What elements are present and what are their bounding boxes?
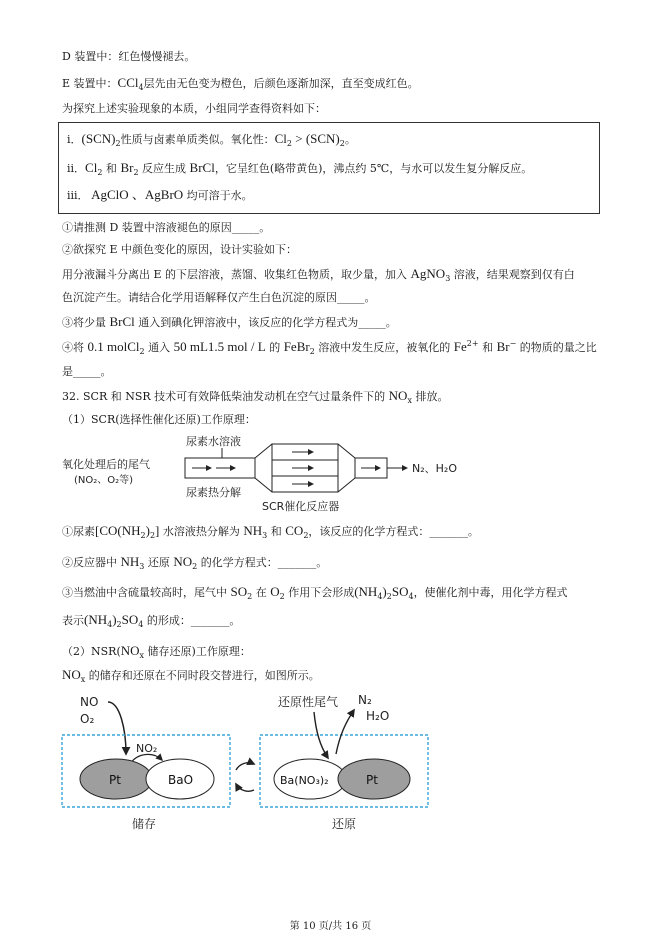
outlet-arrow-head <box>375 465 381 471</box>
info-ii-text2: ，它呈红色(略带黄色)，沸点约 5℃，与水可以发生复分解反应。 <box>214 162 533 175</box>
obs-e-prefix: E 装置中： <box>62 77 118 90</box>
cl2-sub-ii: 2 <box>97 168 103 177</box>
ammonium-sulfate-sub-3: 4 <box>408 592 414 601</box>
s3-text-h: 的形成：_______。 <box>143 614 241 627</box>
br-ion-charge: − <box>509 339 517 348</box>
q3-text-a: ③将少量 <box>62 316 110 329</box>
ammonium-sulfate-b1: (NH <box>84 612 108 627</box>
scr-question-1 <box>62 523 479 540</box>
nh3-sub-2: 3 <box>139 562 145 571</box>
agno3-formula: AgNO <box>410 266 446 281</box>
s1-text-d: ，该反应的化学方程式：_______。 <box>308 525 479 538</box>
n2-label: N₂ <box>358 693 372 707</box>
ammonium-sulfate-b2: ) <box>112 612 117 627</box>
cycle-arrow-bottom <box>236 784 254 791</box>
br-ion: Br <box>496 339 510 354</box>
q4-text-a: ④将 <box>62 341 88 354</box>
s3-text-d: ，使催化剂中毒，用化学方程式 <box>413 586 568 599</box>
q4-text-c: 的 <box>265 341 284 354</box>
agclo-formula: AgClO 、AgBrO <box>88 187 184 202</box>
q32-text-b: 排放。 <box>411 390 449 403</box>
urea-sub-2: 2 <box>149 531 156 540</box>
scr-reactor-label: SCR催化反应器 <box>262 500 340 513</box>
ammonium-sulfate-b-sub-2: 2 <box>116 620 122 629</box>
s2-text-c: 的化学方程式：_______。 <box>197 556 328 569</box>
question-4-end: 是_____。 <box>62 365 112 378</box>
ammonium-sulfate-b-sub-1: 4 <box>107 620 113 629</box>
ccl4-formula: CCl <box>117 75 139 90</box>
q4-text-e: 和 <box>478 341 497 354</box>
urea-solution-label: 尿素水溶液 <box>186 435 241 448</box>
nsr-title <box>62 643 251 660</box>
s3-text-a: ③当燃油中含硫量较高时，尾气中 <box>62 586 231 599</box>
question-4 <box>62 339 597 356</box>
o2-formula: O <box>270 584 280 599</box>
flow-arrow-1-head <box>206 465 212 471</box>
br2-sub: 2 <box>133 168 139 177</box>
s2-text-b: 还原 <box>144 556 174 569</box>
page-footer: 第 10 页/共 16 页 <box>289 921 372 932</box>
nox-sub: x <box>407 396 412 405</box>
nsr-desc-text: 的储存和还原在不同时段交替进行，如图所示。 <box>85 669 320 682</box>
nsr-desc-nox-sub: x <box>80 675 86 684</box>
s1-text-b: 水溶液热分解为 <box>159 525 244 538</box>
reduction-label: 还原 <box>332 817 357 831</box>
ammonium-sulfate-b3: SO <box>121 612 139 627</box>
info-iii-num: iii． <box>67 189 89 202</box>
scn-sub-2: 2 <box>339 139 345 148</box>
no2-formula: NO <box>173 554 193 569</box>
reducing-gas-label: 还原性尾气 <box>278 695 339 709</box>
scr-question-3 <box>62 584 568 601</box>
scr-question-2 <box>62 554 327 571</box>
no-o2-arrow <box>108 702 126 754</box>
cl2-sub: 2 <box>286 139 292 148</box>
nsr-no-label: NO <box>80 695 99 709</box>
q4-text-b: 通入 <box>144 341 174 354</box>
scn-sub: 2 <box>115 139 121 148</box>
obs-intro: 为探究上述实验现象的本质，小组同学查得资料如下： <box>62 102 326 115</box>
febr2-sub: 2 <box>309 347 315 356</box>
scn-formula-2: (SCN) <box>305 131 340 146</box>
s2-text-a: ②反应器中 <box>62 556 121 569</box>
urea-formula-1: [CO(NH <box>95 523 141 538</box>
cl2-formula: Cl <box>274 131 287 146</box>
info-i-end: 。 <box>344 133 356 146</box>
product-arrow <box>336 710 354 754</box>
fe-ion: Fe <box>453 339 467 354</box>
fe-ion-charge: 2+ <box>466 339 479 348</box>
nsr-diagram <box>58 690 438 832</box>
scr-title: （1）SCR(选择性催化还原)工作原理： <box>62 413 256 426</box>
ammonium-sulfate-1: (NH <box>354 584 378 599</box>
cl2-amount: 0.1 molCl <box>87 339 140 354</box>
s1-text-c: 和 <box>267 525 286 538</box>
q4-text-f: 的物质的量之比 <box>516 341 597 354</box>
info-ii-num: ii． <box>67 162 86 175</box>
nsr-text-a: （2）NSR( <box>62 645 121 658</box>
reactor-arrow-3-head <box>308 481 314 487</box>
obs-e-text: 层先由无色变为橙色，后颜色逐渐加深，直至变成红色。 <box>143 77 419 90</box>
scr-question-3-end <box>62 612 240 629</box>
exit-arrow-head <box>402 465 408 471</box>
s3-text-e: 表示 <box>62 614 84 627</box>
urea-sub-1: 2 <box>140 531 146 540</box>
nsr-nox: NO <box>120 643 140 658</box>
info-i-text: 性质与卤素单质类似。氧化性： <box>120 133 275 146</box>
brcl-formula-q3: BrCl <box>109 314 135 329</box>
ammonium-sulfate-sub-1: 4 <box>377 592 383 601</box>
reactor-arrow-2-head <box>308 465 314 471</box>
info-iii <box>67 187 253 204</box>
bao-label: BaO <box>168 773 194 787</box>
info-i <box>67 131 356 148</box>
scr-products: N₂、H₂O <box>412 462 457 475</box>
agno3-sub: 3 <box>445 274 451 283</box>
nsr-o2-label: O₂ <box>80 712 95 726</box>
nsr-text-b: 储存还原)工作原理： <box>144 645 251 658</box>
urea-formula-3: ] <box>155 523 160 538</box>
nh3-formula-2: NH <box>120 554 140 569</box>
cycle-arrow-top <box>236 763 254 770</box>
ammonium-sulfate-sub-2: 2 <box>386 592 392 601</box>
gt-sign: > <box>291 131 306 146</box>
scr-inlet-label: 氧化处理后的尾气 <box>62 458 150 471</box>
q2-text-a: 用分液漏斗分离出 E 的下层溶液，蒸馏、收集红色物质，取少量，加入 <box>62 268 411 281</box>
nh3-formula: NH <box>243 523 263 538</box>
info-ii <box>67 160 532 177</box>
storage-label: 储存 <box>132 817 157 831</box>
q32-text-a: 32. SCR 和 NSR 技术可有效降低柴油发动机在空气过量条件下的 <box>62 390 389 403</box>
obs-e <box>62 75 419 92</box>
scr-inlet-gases: (NO₂、O₂等) <box>74 475 134 486</box>
obs-d: D 装置中：红色慢慢褪去。 <box>62 50 196 63</box>
ammonium-sulfate-3: SO <box>391 584 409 599</box>
so2-sub: 2 <box>247 592 253 601</box>
reference-info-box <box>58 122 600 214</box>
pt2-label: Pt <box>366 773 378 787</box>
scr-diagram <box>60 430 510 516</box>
so2-formula: SO <box>230 584 248 599</box>
brcl-formula: BrCl <box>189 160 215 175</box>
q4-text-d: 溶液中发生反应，被氧化的 <box>314 341 454 354</box>
ammonium-sulfate-b-sub-3: 4 <box>138 620 144 629</box>
urea-decomposition-label: 尿素热分解 <box>186 486 241 499</box>
h2o-label: H₂O <box>366 709 390 723</box>
scn-formula: (SCN) <box>81 131 116 146</box>
q2-text-b: 溶液，结果观察到仅有白 <box>450 268 575 281</box>
pt-label: Pt <box>109 773 121 787</box>
nsr-description <box>62 667 320 684</box>
reactor-arrow-1-head <box>308 449 314 455</box>
info-ii-and: 和 <box>102 162 121 175</box>
nox-formula: NO <box>388 388 408 403</box>
febr2-volume: 50 mL1.5 mol / L <box>173 339 266 354</box>
info-ii-text1: 反应生成 <box>138 162 190 175</box>
info-iii-text: 均可溶于水。 <box>183 189 253 202</box>
bano3-label: Ba(NO₃)₂ <box>280 774 329 787</box>
nsr-desc-nox: NO <box>62 667 81 682</box>
question-2-body <box>62 266 575 283</box>
info-i-num: i． <box>67 133 82 146</box>
nh3-sub: 3 <box>262 531 268 540</box>
co2-sub: 2 <box>303 531 309 540</box>
nsr-no2-label: NO₂ <box>136 742 158 755</box>
question-2-body-2: 色沉淀产生。请结合化学用语解释仅产生白色沉淀的原因_____。 <box>62 291 376 304</box>
s1-text-a: ①尿素 <box>62 525 95 538</box>
s3-text-b: 在 <box>252 586 271 599</box>
cl2-amount-sub: 2 <box>139 347 145 356</box>
question-3 <box>62 314 397 331</box>
urea-formula-2: ) <box>145 523 150 538</box>
question-32 <box>62 388 448 405</box>
cl2-formula-ii: Cl <box>85 160 98 175</box>
question-2-title: ②欲探究 E 中颜色变化的原因，设计实验如下： <box>62 243 298 256</box>
flow-arrow-2-head <box>230 465 236 471</box>
ammonium-sulfate-2: ) <box>382 584 387 599</box>
q3-text-b: 通入到碘化钾溶液中，该反应的化学方程式为_____。 <box>134 316 397 329</box>
question-1: ①请推测 D 装置中溶液褪色的原因_____。 <box>62 221 271 234</box>
co2-formula: CO <box>285 523 304 538</box>
ccl4-sub: 4 <box>138 83 144 92</box>
no2-sub: 2 <box>192 562 198 571</box>
br2-formula: Br <box>120 160 134 175</box>
s3-text-c: 作用下会形成 <box>284 586 355 599</box>
o2-sub: 2 <box>279 592 285 601</box>
febr2-formula: FeBr <box>283 339 310 354</box>
nsr-nox-sub: x <box>139 651 145 660</box>
